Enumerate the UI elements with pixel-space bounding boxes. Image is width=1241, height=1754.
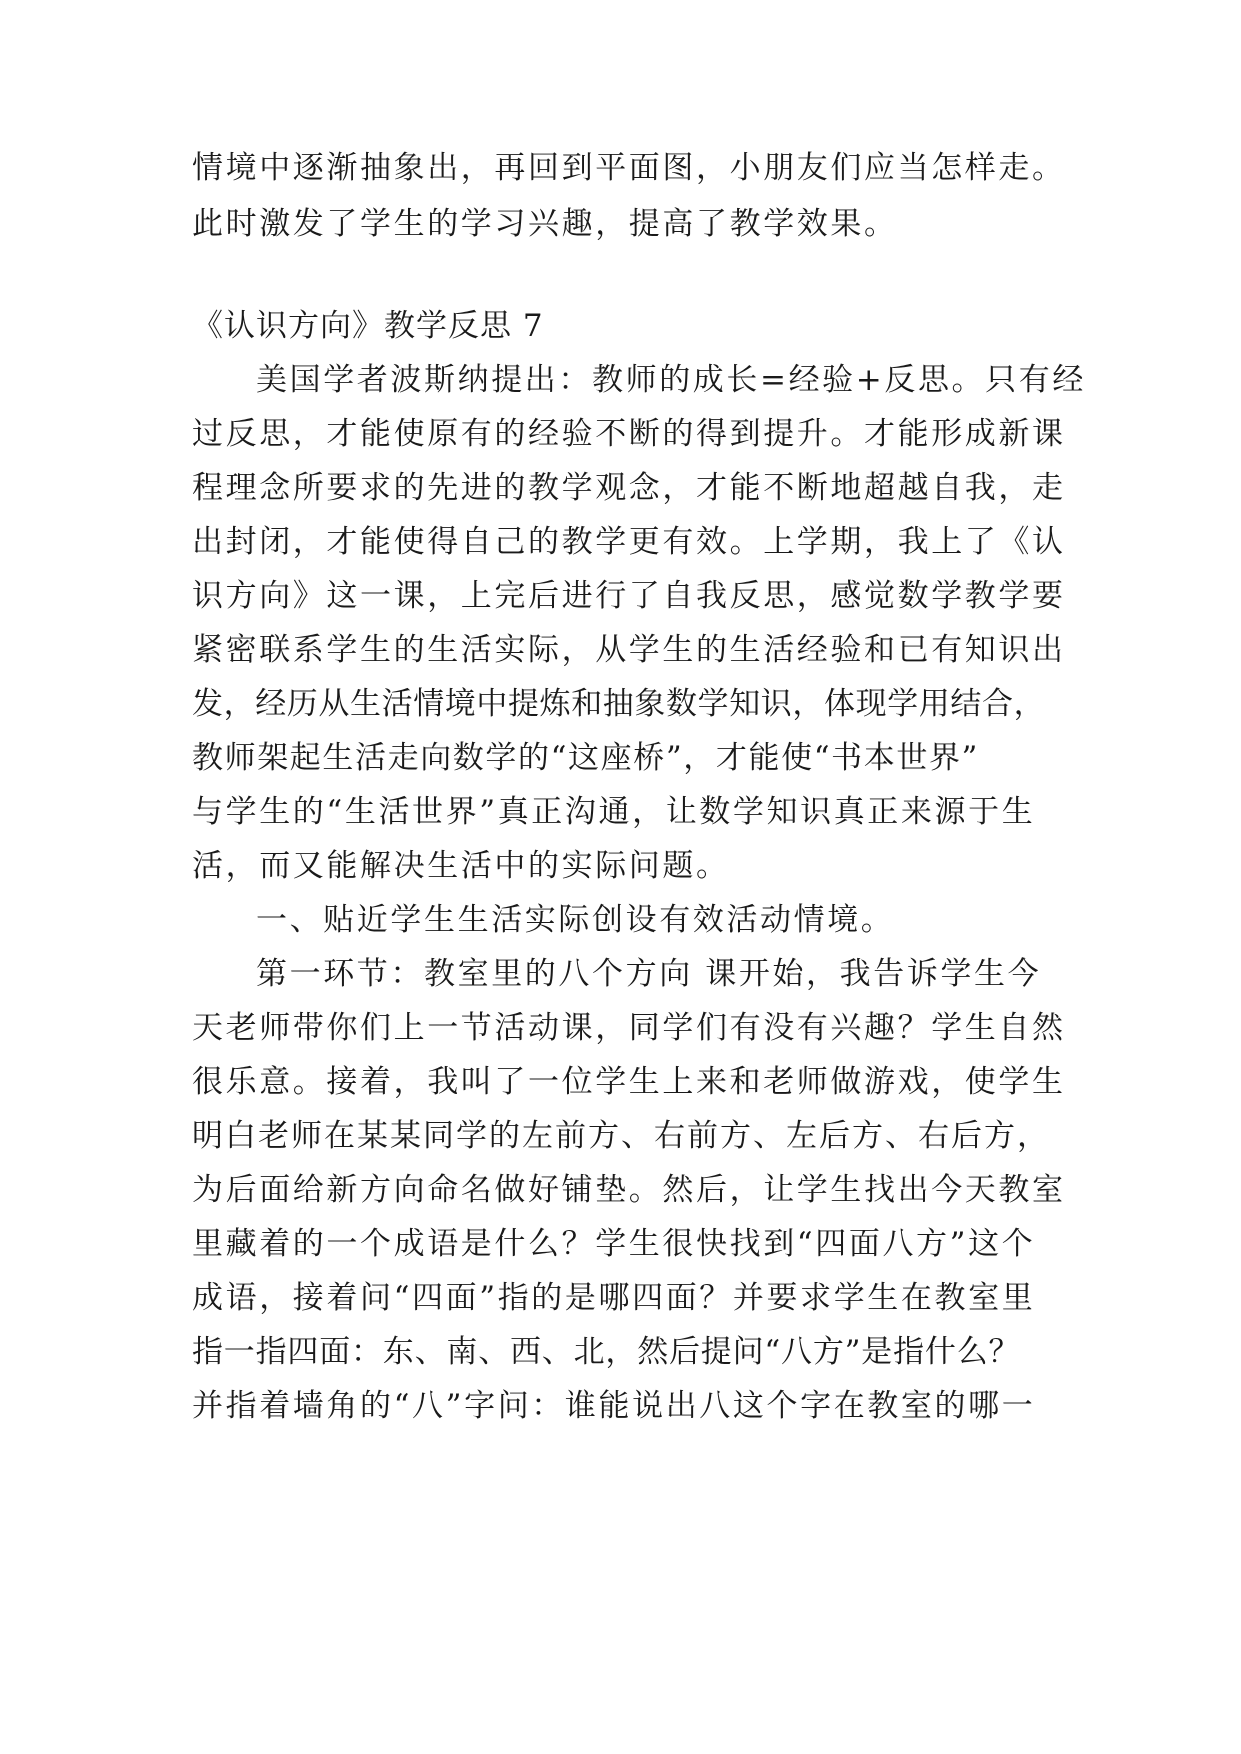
- text-line: 发，经历从生活情境中提炼和抽象数学知识，体现学用结合，: [192, 686, 1046, 722]
- paragraph-first-line: 一、贴近学生生活实际创设有效活动情境。: [256, 902, 895, 938]
- text-line: 明白老师在某某同学的左前方、右前方、左后方、右后方，: [192, 1118, 1050, 1154]
- text-line: 出封闭，才能使得自己的教学更有效。上学期，我上了《认: [192, 524, 1066, 560]
- text-line: 过反思，才能使原有的经验不断的得到提升。才能形成新课: [192, 416, 1066, 452]
- text-line: 此时激发了学生的学习兴趣，提高了教学效果。: [192, 206, 898, 242]
- paragraph-first-line: 美国学者波斯纳提出：教师的成长=经验+反思。只有经: [256, 362, 1086, 398]
- paragraph-first-line: 第一环节：教室里的八个方向 课开始，我告诉学生今: [256, 956, 1042, 992]
- text-line: 教师架起生活走向数学的“这座桥”，才能使“书本世界”: [192, 740, 979, 776]
- text-line: 情境中逐渐抽象出，再回到平面图，小朋友们应当怎样走。: [192, 150, 1066, 186]
- text-line: 程理念所要求的先进的教学观念，才能不断地超越自我，走: [192, 470, 1066, 506]
- text-line: 紧密联系学生的生活实际，从学生的生活经验和已有知识出: [192, 632, 1066, 668]
- text-line: 指一指四面：东、南、西、北，然后提问“八方”是指什么？: [192, 1334, 1021, 1370]
- text-line: 并指着墙角的“八”字问：谁能说出八这个字在教室的哪一: [192, 1388, 1036, 1424]
- text-line: 与学生的“生活世界”真正沟通，让数学知识真正来源于生: [192, 794, 1036, 830]
- text-line: 为后面给新方向命名做好铺垫。然后，让学生找出今天教室: [192, 1172, 1066, 1208]
- text-line: 里藏着的一个成语是什么？学生很快找到“四面八方”这个: [192, 1226, 1036, 1262]
- text-line: 活，而又能解决生活中的实际问题。: [192, 848, 730, 884]
- text-line: 很乐意。接着，我叫了一位学生上来和老师做游戏，使学生: [192, 1064, 1066, 1100]
- text-line: 成语，接着问“四面”指的是哪四面？并要求学生在教室里: [192, 1280, 1036, 1316]
- text-line: 天老师带你们上一节活动课，同学们有没有兴趣？学生自然: [192, 1010, 1066, 1046]
- text-line: 识方向》这一课，上完后进行了自我反思，感觉数学教学要: [192, 578, 1066, 614]
- section-heading: 《认识方向》教学反思 7: [192, 308, 544, 344]
